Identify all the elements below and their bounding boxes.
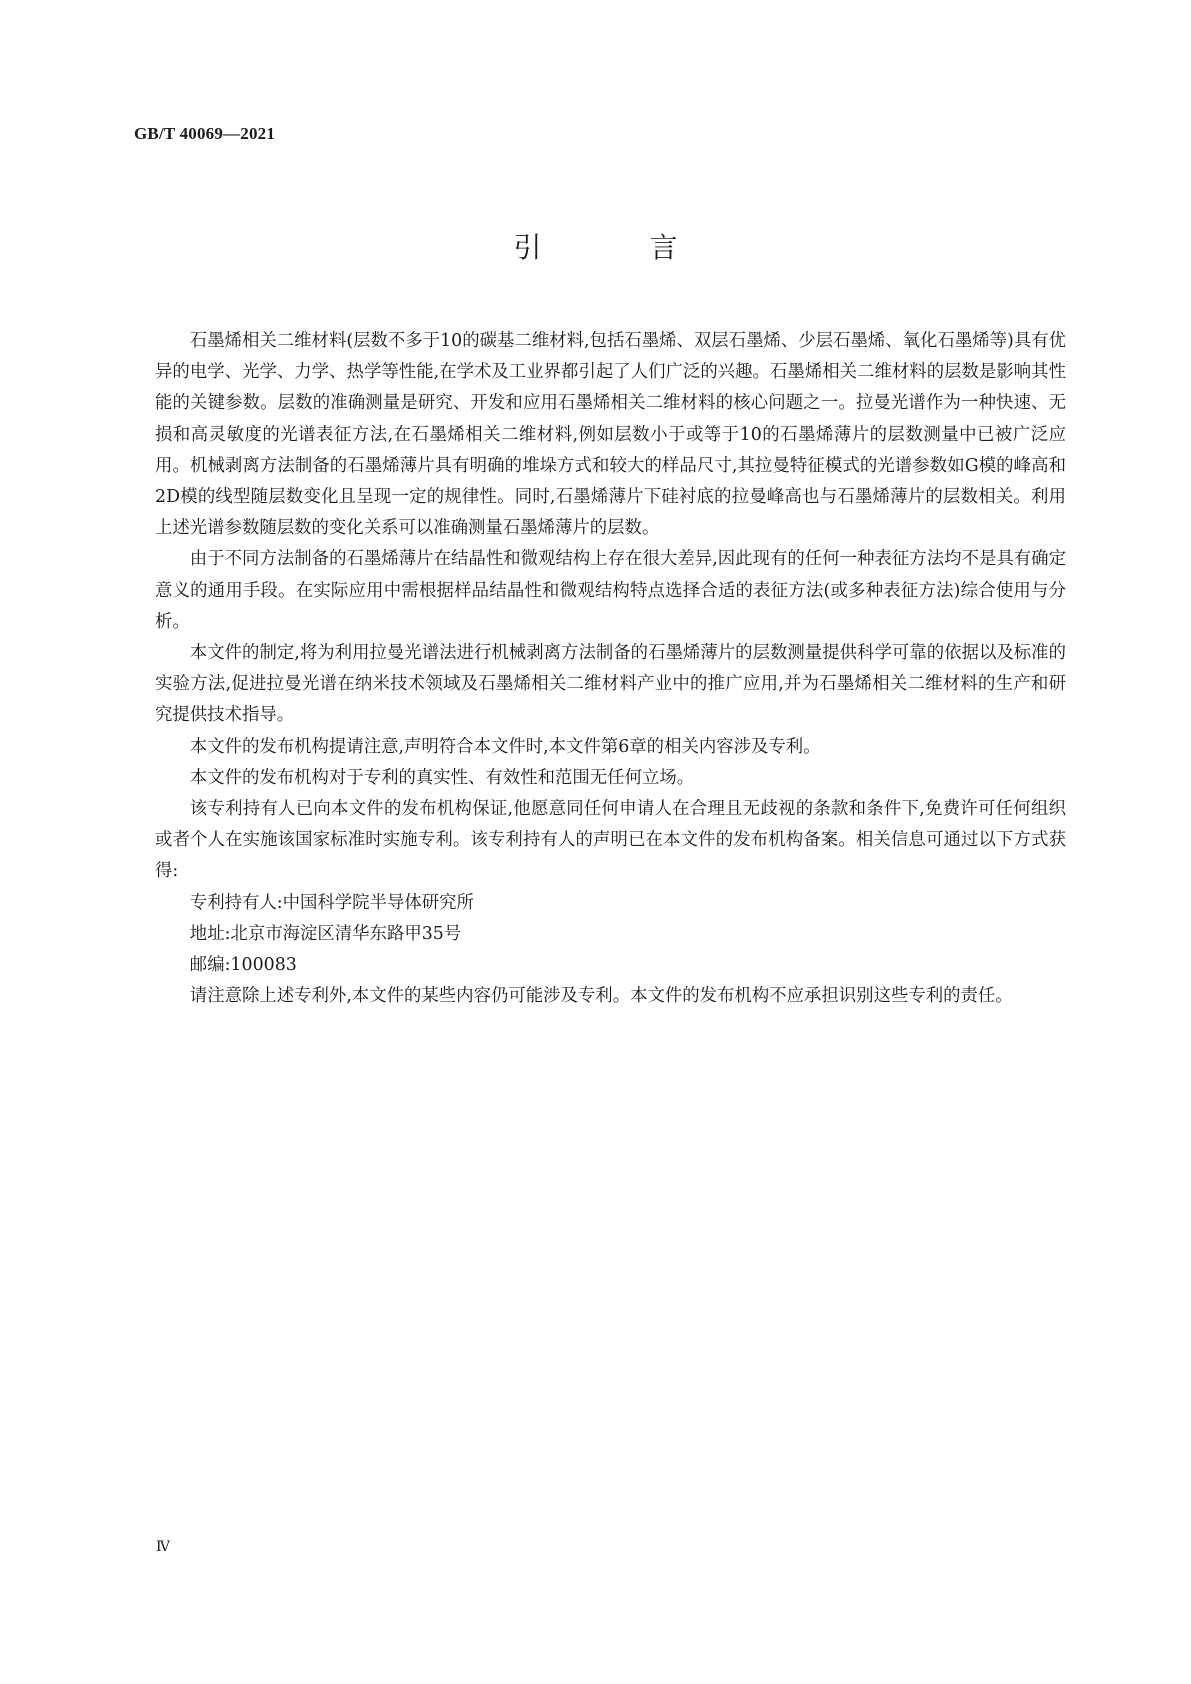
paragraph-patent-position: 本文件的发布机构对于专利的真实性、有效性和范围无任何立场。 [189,767,695,788]
patent-holder: 专利持有人:中国科学院半导体研究所 [189,892,474,913]
introduction-body [155,326,1066,1012]
paragraph-methods-limits: 由于不同方法制备的石墨烯薄片在结晶性和微观结构上存在很大差异,因此现有的任何一种表征方法均不是具有确定意义的通用手段。在实际应用中需根据样品结晶性和微观结构特点选择合适的表征方法(或多种表征方法)综合使用与分析。 [155,549,1066,632]
paragraph-patent-notice: 本文件的发布机构提请注意,声明符合本文件时,本文件第6章的相关内容涉及专利。 [189,736,821,757]
patent-address: 地址:北京市海淀区清华东路甲35号 [189,923,462,944]
patent-postcode: 邮编:100083 [189,955,297,976]
page-title: 引 言 [513,231,718,264]
standard-code: GB/T 40069—2021 [134,124,276,143]
page-number: Ⅳ [156,1540,170,1555]
paragraph-background: 石墨烯相关二维材料(层数不多于10的碳基二维材料,包括石墨烯、双层石墨烯、少层石墨烯、氧化石墨烯等)具有优异的电学、光学、力学、热学等性能,在学术及工业界都引起了人们广泛的兴趣。石墨烯相关二维材料的层数是影响其性能的关键参数。层数的准确测量是研究、开发和应用石墨烯相关二维材料的核心问题之一。拉曼光谱作为一种快速、无损和高灵敏度的光谱表征方法,在石墨烯相关二维材料,例如层数小于或等于10的石墨烯薄片的层数测量中已被广泛应用。机械剥离方法制备的石墨烯薄片具有明确的堆垛方式和较大的样品尺寸,其拉曼特征模式的光谱参数如G模的峰高和2D模的线型随层数变化且呈现一定的规律性。同时,石墨烯薄片下硅衬底的拉曼峰高也与石墨烯薄片的层数相关。利用上述光谱参数随层数的变化关系可以准确测量石墨烯薄片的层数。 [155,331,1066,539]
paragraph-purpose: 本文件的制定,将为利用拉曼光谱法进行机械剥离方法制备的石墨烯薄片的层数测量提供科学可靠的依据以及标准的实验方法,促进拉曼光谱在纳米技术领域及石墨烯相关二维材料产业中的推广应用,并为石墨烯相关二维材料的生产和研究提供技术指导。 [155,643,1066,726]
paragraph-other-patents: 请注意除上述专利外,本文件的某些内容仍可能涉及专利。本文件的发布机构不应承担识别这些专利的责任。 [189,986,1013,1007]
paragraph-patent-license: 该专利持有人已向本文件的发布机构保证,他愿意同任何申请人在合理且无歧视的条款和条件下,免费许可任何组织或者个人在实施该国家标准时实施专利。该专利持有人的声明已在本文件的发布机构备案。相关信息可通过以下方式获得: [155,799,1066,882]
